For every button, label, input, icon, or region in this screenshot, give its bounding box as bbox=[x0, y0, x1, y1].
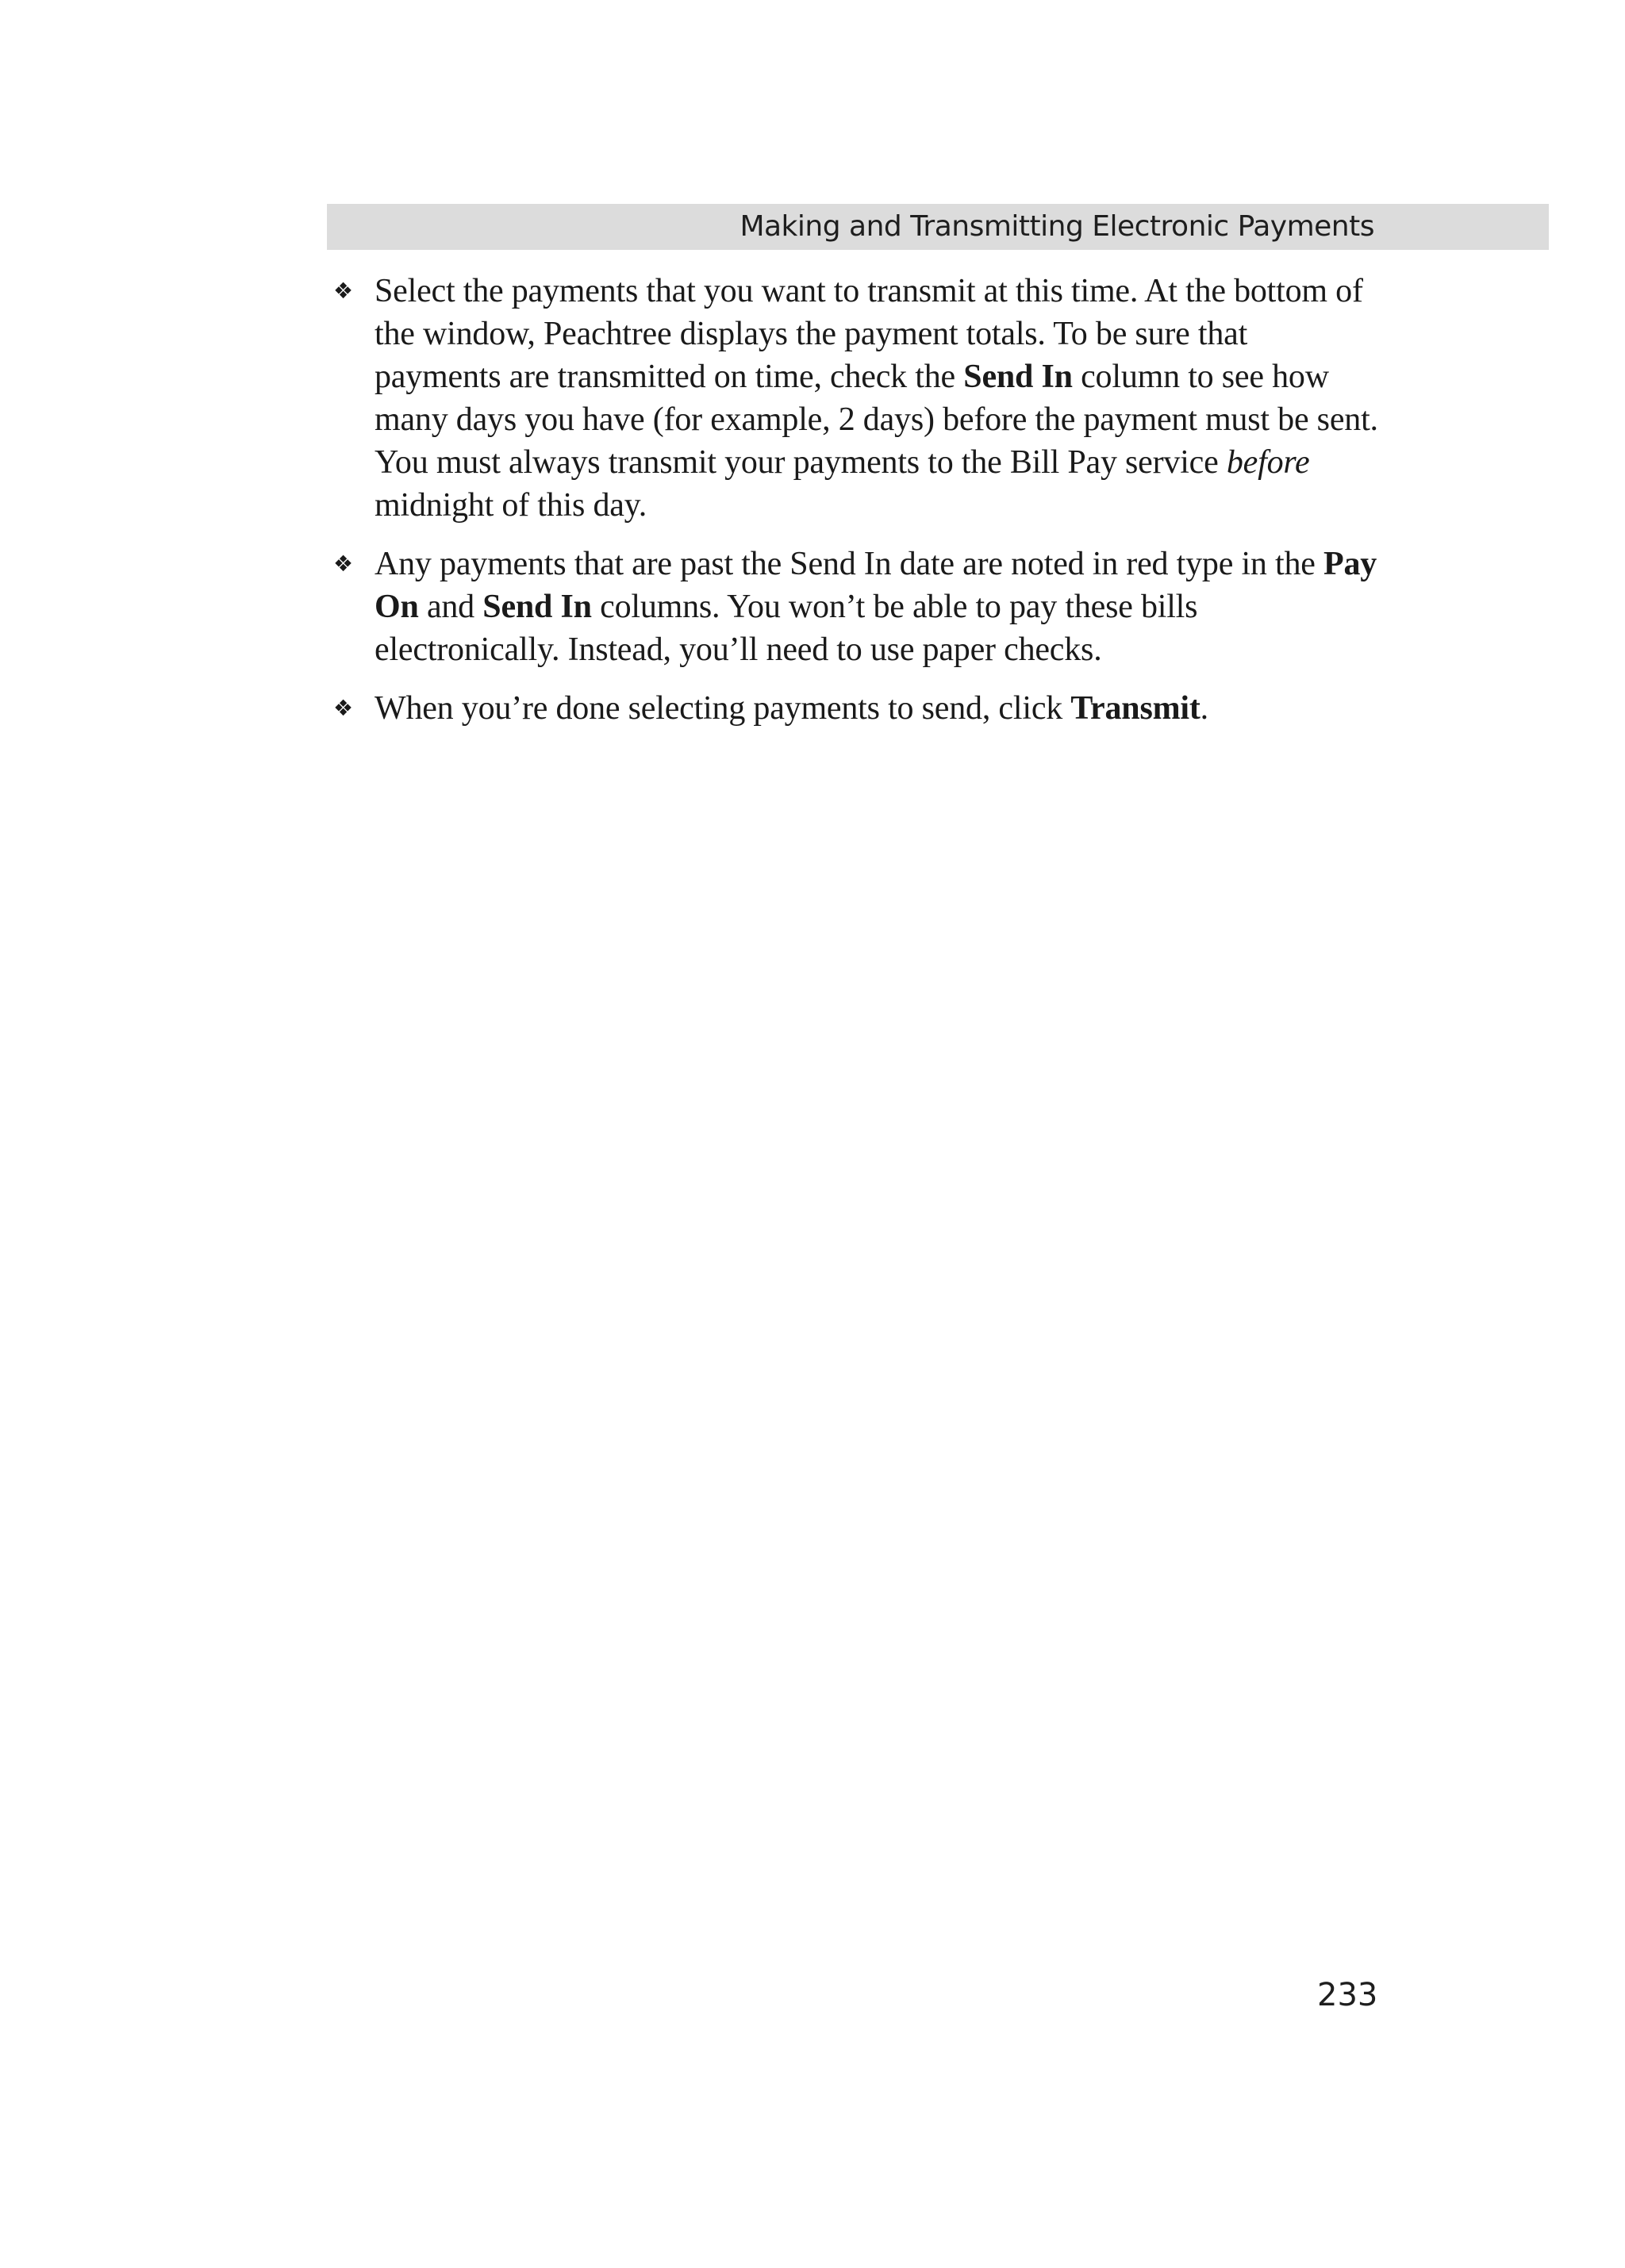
item-text: When you’re done selecting payments to send, click bbox=[375, 690, 1071, 727]
pay-on-term: Pay On bbox=[375, 546, 1377, 625]
send-in-term: Send In bbox=[963, 359, 1073, 395]
item-text: column to see how many days you have (for example, 2 days) before the payment must be sent. You must always transmit your payments to the Bill Pay service bbox=[375, 359, 1378, 481]
emphasis-before: before bbox=[1226, 444, 1310, 481]
send-in-term: Send In bbox=[482, 589, 592, 625]
diamond-bullet-icon: ❖ bbox=[333, 695, 353, 721]
list-item bbox=[332, 687, 1379, 730]
list-item bbox=[332, 543, 1379, 671]
item-text: columns. You won’t be able to pay these bills electronically. Instead, you’ll need to use paper checks. bbox=[375, 589, 1198, 668]
running-header-bar bbox=[327, 204, 1549, 250]
item-text: Select the payments that you want to transmit at this time. At the bottom of the window, Peachtree displays the payment totals. To be sure that payments are transmitted on time, check the bbox=[375, 273, 1363, 395]
diamond-bullet-icon: ❖ bbox=[333, 551, 353, 577]
transmit-term: Transmit bbox=[1070, 690, 1201, 727]
item-text: Any payments that are past the Send In date are noted in red type in the bbox=[375, 546, 1324, 582]
diamond-bullet-icon: ❖ bbox=[333, 278, 353, 304]
item-text: midnight of this day. bbox=[375, 487, 647, 524]
running-header-title: Making and Transmitting Electronic Payments bbox=[740, 210, 1374, 243]
item-text: and bbox=[418, 589, 483, 625]
list-item bbox=[332, 270, 1379, 527]
bullet-list bbox=[332, 270, 1379, 746]
page-number: 233 bbox=[1317, 1977, 1378, 2013]
item-text: . bbox=[1200, 690, 1208, 727]
